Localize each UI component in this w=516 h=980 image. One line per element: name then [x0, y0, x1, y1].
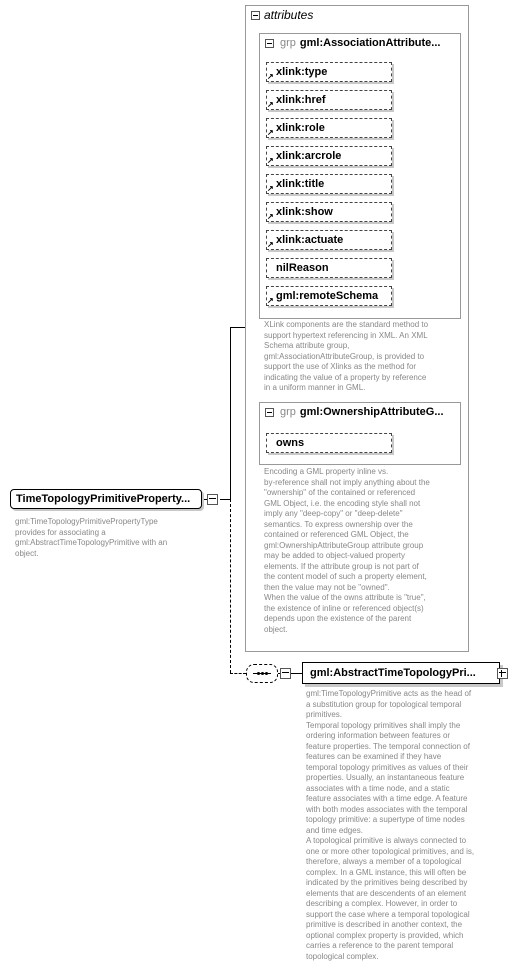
connector-main-to-trunk: [220, 499, 230, 500]
attribute-xlink-arcrole[interactable]: [266, 146, 392, 166]
connector-optional-trunk: [230, 499, 231, 673]
attribute-xlink-title[interactable]: [266, 174, 392, 194]
ownership-group-header: [280, 406, 456, 418]
attribute-name: nilReason: [276, 262, 329, 274]
attributes-title: attributes: [264, 8, 314, 22]
reference-arrow-icon: ↗: [267, 72, 274, 81]
attribute-name: owns: [276, 437, 305, 449]
association-group-header: [280, 37, 456, 49]
group-kind-label: grp: [280, 37, 296, 49]
reference-arrow-icon: ↗: [267, 100, 274, 109]
abstract-element-name: gml:AbstractTimeTopologyPri...: [310, 667, 476, 679]
main-element-name: TimeTopologyPrimitiveProperty...: [16, 493, 191, 505]
collapse-icon[interactable]: [265, 408, 274, 417]
reference-arrow-icon: ↗: [267, 184, 274, 193]
collapse-icon[interactable]: [265, 39, 274, 48]
attribute-remote-schema[interactable]: [266, 286, 392, 306]
attribute-xlink-show[interactable]: [266, 202, 392, 222]
group-kind-label: grp: [280, 406, 296, 418]
collapse-icon[interactable]: [280, 668, 291, 679]
sequence-compositor-icon[interactable]: [246, 664, 278, 683]
attribute-name: xlink:title: [276, 178, 325, 190]
reference-arrow-icon: ↗: [267, 128, 274, 137]
abstract-element-note: gml:TimeTopologyPrimitive acts as the head of a substitution group for topological temporal primitives. Temporal topology primitives shall imply the ordering information between features or feature properties. The temporal connection of features can be examined if they have temporal topology primitives as values of their properties. Usually, an instantaneous feature associates with a time node, and a static feature associates with a time edge. A feature with both modes associates with the temporal topology primitive: a supertype of time nodes and time edges. A topological primitive is always connected to one or more other topological primitives, and is, therefore, always a member of a topological complex. In a GML instance, this will often be indicated by the primitives being described by elements that are descendents of an element describing a complex. However, in order to support the case where a temporal topological primitive is described in another context, the optional complex property is provided, which carries a reference to the parent temporal topological complex.: [306, 689, 475, 961]
attribute-name: gml:remoteSchema: [276, 290, 379, 302]
connector-trunk: [230, 327, 231, 499]
attribute-name: xlink:type: [276, 66, 328, 78]
attribute-name: xlink:href: [276, 94, 326, 106]
association-group-note: XLink components are the standard method to support hypertext referencing in XML. An XML Schema attribute group, gml:AssociationAttributeGroup, is provided to support the use of Xlinks as the method for indicating the value of a property by reference in a uniform manner in GML.: [264, 320, 429, 392]
main-element[interactable]: [10, 489, 202, 509]
attribute-xlink-href[interactable]: [266, 90, 392, 110]
attribute-nilreason[interactable]: [266, 258, 392, 278]
association-group-name: gml:AssociationAttribute...: [299, 37, 441, 49]
reference-arrow-icon: ↗: [267, 240, 274, 249]
collapse-icon[interactable]: [251, 11, 260, 20]
attribute-name: xlink:role: [276, 122, 325, 134]
reference-arrow-icon: ↗: [267, 156, 274, 165]
ownership-group-note: Encoding a GML property inline vs. by-reference shall not imply anything about the "ownership" of the contained or referenced GML Object, i.e. the encoding style shall not imply any "deep-copy" or "deep-delete" semantics. To express ownership over the contained or referenced GML Object, the gml:OwnershipAttributeGroup attribute group may be added to object-valued property elements. If the attribute group is not part of the content model of such a property element, then the value may not be "owned". When the value of the owns attribute is "true", the existence of inline or referenced object(s) depends upon the existence of the parent object.: [264, 467, 430, 634]
attribute-name: xlink:show: [276, 206, 333, 218]
ownership-group-name: gml:OwnershipAttributeG...: [299, 406, 444, 418]
connector-to-sequence: [230, 673, 246, 674]
collapse-icon[interactable]: [207, 494, 218, 505]
attribute-name: xlink:arcrole: [276, 150, 342, 162]
attribute-xlink-actuate[interactable]: [266, 230, 392, 250]
reference-arrow-icon: ↗: [267, 212, 274, 221]
expand-icon[interactable]: [497, 668, 508, 679]
abstract-time-topology-primitive-element[interactable]: [302, 662, 500, 684]
main-element-note: gml:TimeTopologyPrimitivePropertyType provides for associating a gml:AbstractTimeTopologyPrimitive with an object.: [15, 517, 168, 558]
reference-arrow-icon: ↗: [267, 296, 274, 305]
attribute-name: xlink:actuate: [276, 234, 344, 246]
attribute-owns[interactable]: [266, 433, 392, 453]
attribute-xlink-role[interactable]: [266, 118, 392, 138]
connector-to-attributes: [230, 327, 245, 328]
attribute-xlink-type[interactable]: [266, 62, 392, 82]
